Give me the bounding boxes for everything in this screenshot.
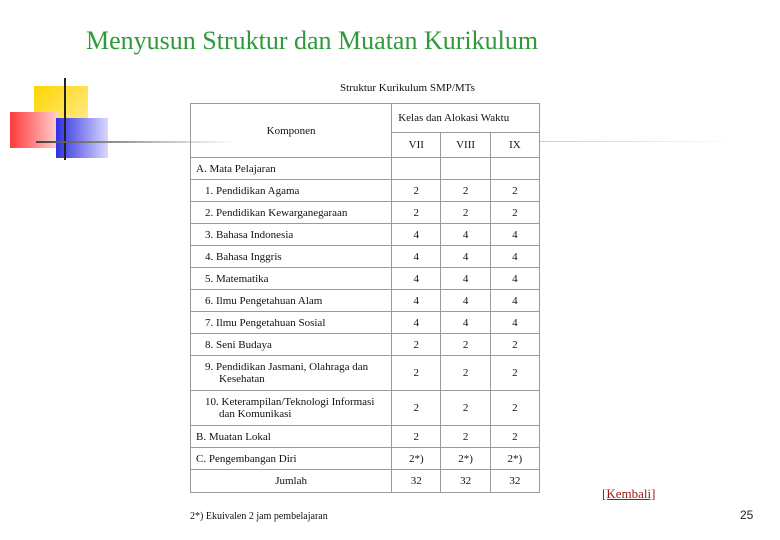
- cell-value: 4: [392, 224, 441, 246]
- cell-value: 2: [441, 180, 490, 202]
- header-grade: VII: [392, 133, 441, 158]
- table-caption: Struktur Kurikulum SMP/MTs: [340, 82, 475, 94]
- table-row: [191, 290, 540, 312]
- subject-label: 7. Ilmu Pengetahuan Sosial: [191, 312, 392, 334]
- total-label: Jumlah: [191, 470, 392, 493]
- subject-label-line: Kesehatan: [219, 373, 265, 385]
- decor-horizontal-line-faint: [540, 141, 740, 142]
- cell-value: 2: [392, 356, 441, 391]
- cell-value: 2: [392, 334, 441, 356]
- cell-value: 4: [490, 268, 539, 290]
- table-row: [191, 356, 540, 391]
- table-row: [191, 202, 540, 224]
- subject-label: 5. Matematika: [191, 268, 392, 290]
- cell-value: 4: [490, 246, 539, 268]
- header-grade: IX: [490, 133, 539, 158]
- subject-label: 4. Bahasa Inggris: [191, 246, 392, 268]
- subject-label: 3. Bahasa Indonesia: [191, 224, 392, 246]
- table-row: [191, 312, 540, 334]
- table-row: [191, 180, 540, 202]
- cell-value: 2: [392, 180, 441, 202]
- table-row: [191, 246, 540, 268]
- cell-value: 4: [490, 290, 539, 312]
- cell-value: 32: [441, 470, 490, 493]
- subject-label: 1. Pendidikan Agama: [191, 180, 392, 202]
- header-component: Komponen: [191, 104, 392, 158]
- cell-value: 2: [441, 356, 490, 391]
- cell-value: 2: [490, 180, 539, 202]
- table-row: [191, 268, 540, 290]
- cell-value: 4: [441, 224, 490, 246]
- table-row: [191, 448, 540, 470]
- cell-value: 2*): [392, 448, 441, 470]
- subject-label-line: dan Komunikasi: [219, 408, 292, 420]
- cell-value: 2: [392, 391, 441, 426]
- cell-value: 32: [490, 470, 539, 493]
- subject-label-line: 10. Keterampilan/Teknologi Informasi: [205, 396, 375, 408]
- table-footnote: 2*) Ekuivalen 2 jam pembelajaran: [190, 511, 328, 522]
- cell-value: 4: [490, 224, 539, 246]
- section-a-label: A. Mata Pelajaran: [191, 158, 392, 180]
- cell-value: 2: [441, 426, 490, 448]
- subject-label: 2. Pendidikan Kewarganegaraan: [191, 202, 392, 224]
- cell-value: 4: [441, 268, 490, 290]
- cell-value: 32: [392, 470, 441, 493]
- subject-label: [191, 391, 392, 426]
- cell-value: 2: [392, 202, 441, 224]
- table-row: [191, 426, 540, 448]
- page-number: 25: [740, 508, 754, 522]
- cell-value: 2: [490, 202, 539, 224]
- cell-value: 4: [392, 246, 441, 268]
- cell-value: 4: [490, 312, 539, 334]
- cell-value: 4: [392, 268, 441, 290]
- cell-value: 2: [441, 202, 490, 224]
- cell-value: 2: [490, 356, 539, 391]
- header-grade: VIII: [441, 133, 490, 158]
- cell-value: 4: [441, 246, 490, 268]
- subject-label: [191, 356, 392, 391]
- section-c-label: C. Pengembangan Diri: [191, 448, 392, 470]
- table-row-total: [191, 470, 540, 493]
- cell-value: 2: [392, 426, 441, 448]
- cell-value: 2: [490, 334, 539, 356]
- page-title: Menyusun Struktur dan Muatan Kurikulum: [86, 26, 539, 55]
- subject-label-line: 9. Pendidikan Jasmani, Olahraga dan: [205, 361, 369, 373]
- cell-value: 2: [441, 391, 490, 426]
- cell-value: 4: [441, 312, 490, 334]
- cell-value: 2*): [441, 448, 490, 470]
- cell-value: 4: [441, 290, 490, 312]
- cell-value: 2: [490, 391, 539, 426]
- curriculum-table: [190, 103, 540, 493]
- subject-label: 6. Ilmu Pengetahuan Alam: [191, 290, 392, 312]
- table-row: [191, 391, 540, 426]
- cell-value: 4: [392, 312, 441, 334]
- section-b-label: B. Muatan Lokal: [191, 426, 392, 448]
- cell-value: 4: [392, 290, 441, 312]
- back-link[interactable]: [Kembali]: [602, 486, 656, 501]
- cell-value: 2: [490, 426, 539, 448]
- decor-vertical-line: [64, 78, 66, 160]
- subject-label: 8. Seni Budaya: [191, 334, 392, 356]
- table-row: [191, 334, 540, 356]
- cell-value: 2*): [490, 448, 539, 470]
- table-row: [191, 224, 540, 246]
- header-grade-group: Kelas dan Alokasi Waktu: [392, 104, 540, 133]
- cell-value: 2: [441, 334, 490, 356]
